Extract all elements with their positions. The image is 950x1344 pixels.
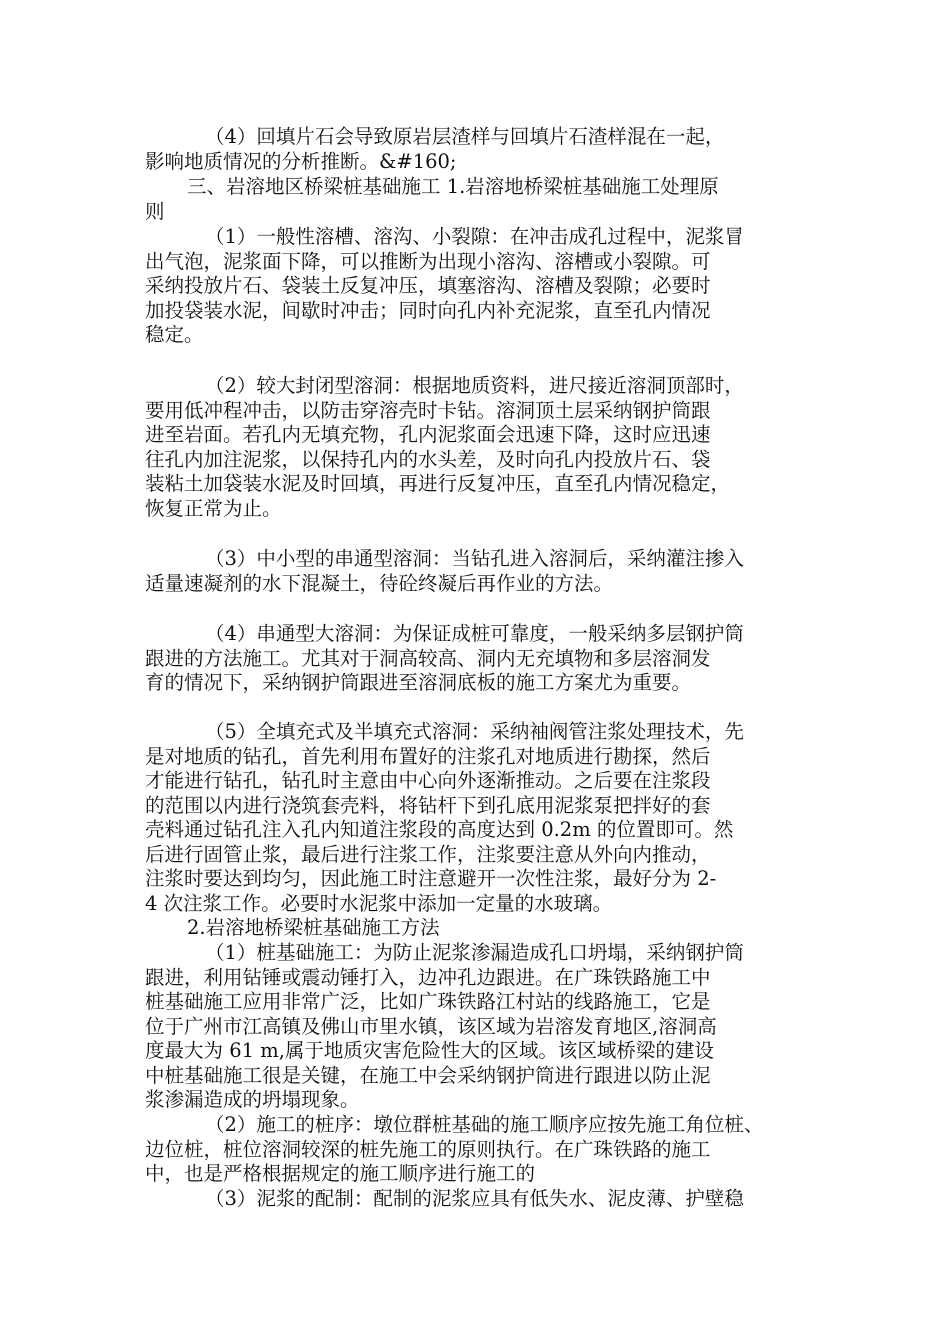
paragraph-closed-cave	[145, 374, 805, 521]
text-line: 2.岩溶地桥梁桩基础施工方法	[187, 916, 440, 939]
text-line: 度最大为 61 m,属于地质灾害危险性大的区域。该区域桥梁的建设	[145, 1039, 714, 1062]
text-line: 4 次注浆工作。必要时水泥浆中添加一定量的水玻璃。	[145, 891, 613, 915]
text-line: （2）施工的桩序：墩位群桩基础的施工顺序应按先施工角位桩、	[205, 1113, 764, 1136]
text-line: （3）泥浆的配制：配制的泥浆应具有低失水、泥皮薄、护壁稳	[205, 1187, 744, 1210]
section-heading-karst-pile	[145, 175, 805, 224]
text-line: （1）一般性溶槽、溶沟、小裂隙：在冲击成孔过程中，泥浆冒	[205, 225, 744, 248]
text-line: 三、岩溶地区桥梁桩基础施工 1.岩溶地桥梁桩基础施工处理原	[187, 175, 719, 198]
text-line: 育的情况下，采纳钢护筒跟进至溶洞底板的施工方案尤为重要。	[145, 671, 692, 694]
text-line: 要用低冲程冲击，以防击穿溶壳时卡钻。溶洞顶土层采纳钢护筒跟	[145, 398, 711, 422]
paragraph-small-connected-cave	[145, 547, 805, 596]
text-line: 装粘土加袋装水泥及时回填，再进行反复冲压，直至孔内情况稳定，	[145, 472, 731, 495]
paragraph-large-connected-cave	[145, 622, 805, 696]
paragraph-backfill-note	[145, 125, 805, 174]
text-line: 是对地质的钻孔，首先利用布置好的注浆孔对地质进行勘探，然后	[145, 744, 711, 768]
paragraph-pile-foundation	[145, 941, 805, 1113]
text-line: 跟进的方法施工。尤其对于洞高较高、洞内无充填物和多层溶洞发	[145, 646, 711, 670]
text-line: 位于广州市江高镇及佛山市里水镇，该区域为岩溶发育地区,溶洞高	[145, 1014, 717, 1038]
text-line: 中，也是严格根据规定的施工顺序进行施工的	[145, 1162, 536, 1185]
text-line: 往孔内加注泥浆，以保持孔内的水头差，及时向孔内投放片石、袋	[145, 447, 711, 471]
text-line: （4）回填片石会导致原岩层渣样与回填片石渣样混在一起，	[205, 125, 725, 148]
text-line: 恢复正常为止。	[145, 496, 282, 520]
text-line: 出气泡，泥浆面下降，可以推断为出现小溶沟、溶槽或小裂隙。可	[145, 249, 711, 273]
text-line: 采纳投放片石、袋装土反复冲压，填塞溶沟、溶槽及裂隙；必要时	[145, 274, 711, 297]
text-line: （4）串通型大溶洞：为保证成桩可靠度，一般采纳多层钢护筒	[205, 622, 744, 645]
text-line: 壳料通过钻孔注入孔内知道注浆段的高度达到 0.2m 的位置即可。然	[145, 818, 734, 841]
subheading-construction-methods	[145, 916, 805, 941]
text-line: 影响地质情况的分析推断。&#160;	[145, 149, 457, 173]
text-line: （3）中小型的串通型溶洞：当钻孔进入溶洞后，采纳灌注掺入	[205, 547, 744, 570]
text-line: 后进行固管止浆，最后进行注浆工作，注浆要注意从外向内推动，	[145, 842, 711, 866]
text-line: （2）较大封闭型溶洞：根据地质资料，进尺接近溶洞顶部时，	[205, 374, 744, 397]
text-line: 稳定。	[145, 323, 204, 346]
text-line: （1）桩基础施工：为防止泥浆渗漏造成孔口坍塌，采纳钢护筒	[205, 941, 744, 964]
text-line: 适量速凝剂的水下混凝土，待砼终凝后再作业的方法。	[145, 571, 614, 595]
paragraph-filled-cave	[145, 720, 805, 916]
text-line: 的范围以内进行浇筑套壳料，将钻杆下到孔底用泥浆泵把拌好的套	[145, 793, 711, 817]
text-line: （5）全填充式及半填充式溶洞：采纳袖阀管注浆处理技术，先	[205, 720, 744, 743]
text-line: 桩基础施工应用非常广泛，比如广珠铁路江村站的线路施工，它是	[145, 990, 711, 1013]
text-line: 中桩基础施工很是关键，在施工中会采纳钢护筒进行跟进以防止泥	[145, 1063, 711, 1087]
paragraph-mud-preparation	[145, 1187, 805, 1212]
text-line: 进至岩面。若孔内无填充物，孔内泥浆面会迅速下降，这时应迅速	[145, 423, 711, 446]
text-line: 注浆时要达到均匀，因此施工时注意避开一次性注浆，最好分为 2-	[145, 867, 717, 890]
text-line: 浆渗漏造成的坍塌现象。	[145, 1088, 360, 1111]
text-line: 则	[145, 199, 165, 223]
text-line: 跟进，利用钻锤或震动锤打入，边冲孔边跟进。在广珠铁路施工中	[145, 965, 711, 989]
paragraph-pile-sequence	[145, 1113, 805, 1187]
text-line: 才能进行钻孔，钻孔时主意由中心向外逐渐推动。之后要在注浆段	[145, 769, 711, 792]
text-line: 边位桩，桩位溶洞较深的桩先施工的原则执行。在广珠铁路的施工	[145, 1137, 711, 1161]
paragraph-small-fissures	[145, 225, 805, 348]
text-line: 加投袋装水泥，间歇时冲击；同时向孔内补充泥浆，直至孔内情况	[145, 298, 711, 322]
